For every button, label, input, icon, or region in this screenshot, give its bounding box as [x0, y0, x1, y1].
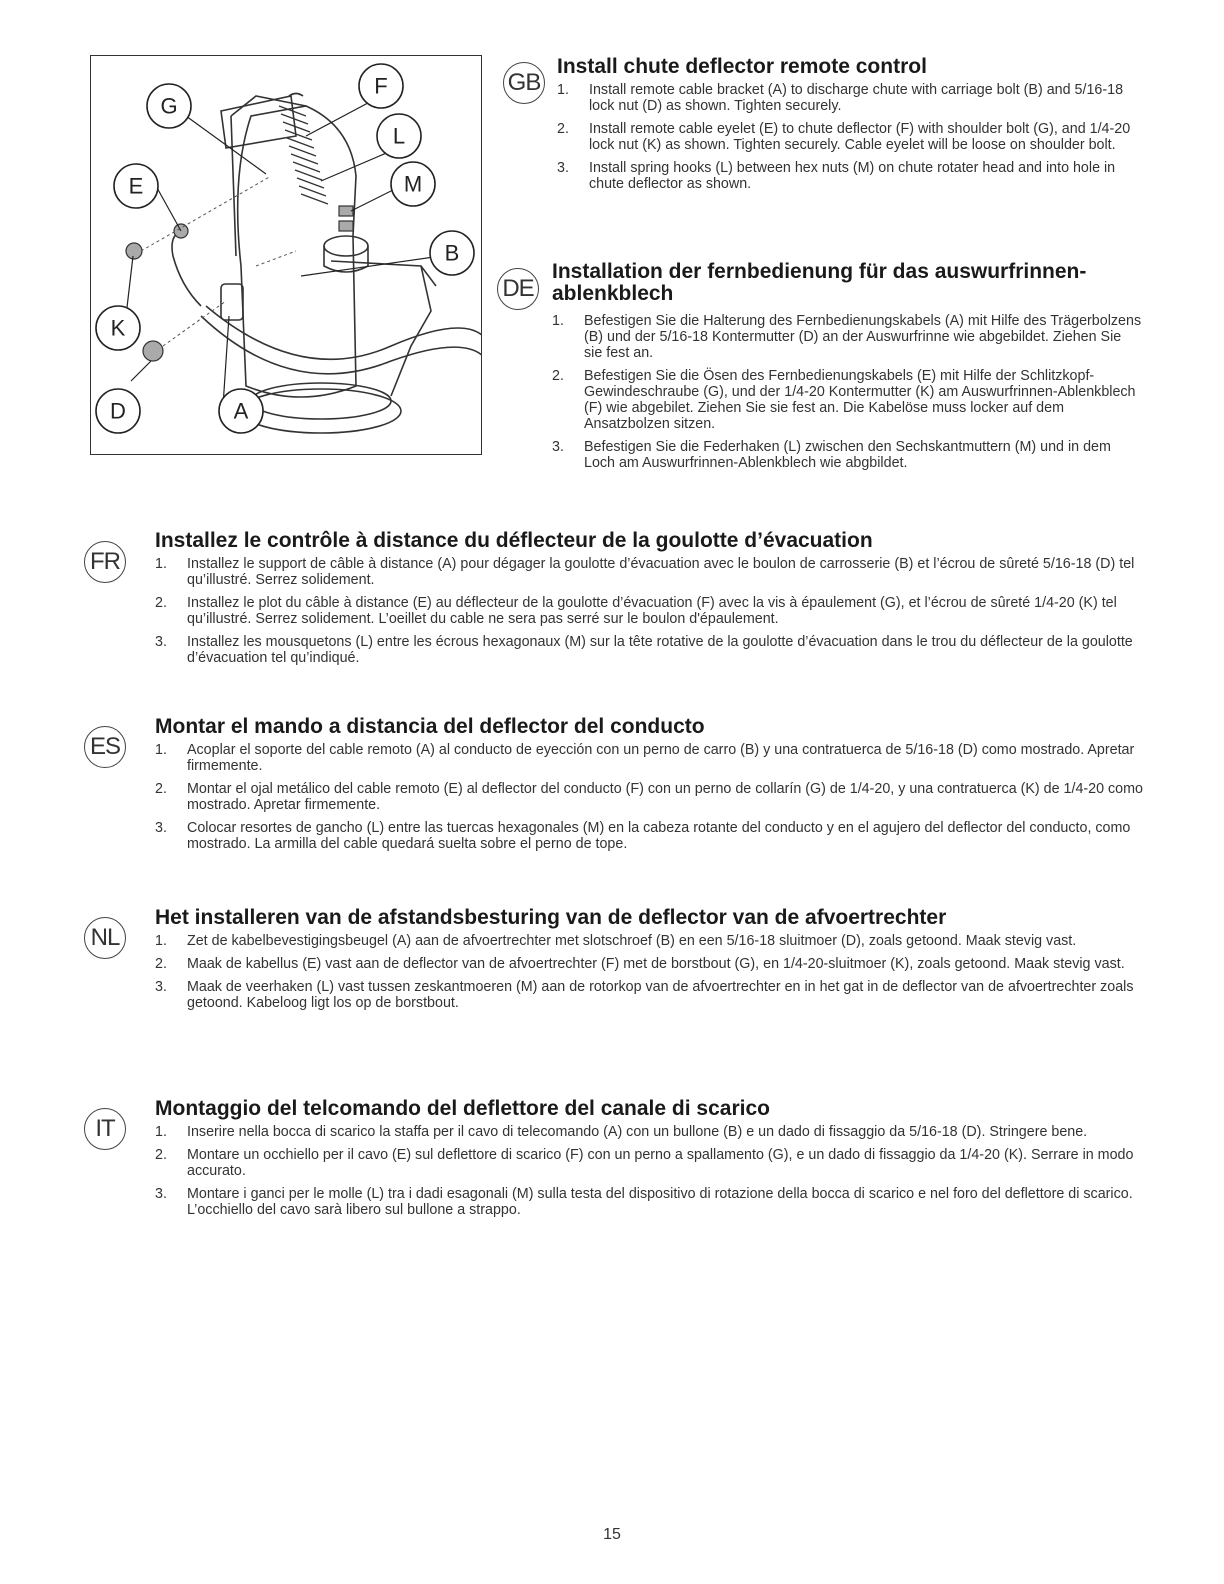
list-item: 3. Maak de veerhaken (L) vast tussen zeskantmoeren (M) aan de rotorkop van de afvoertrechter en in het gat in de deflector van de afvoertrechter zoals getoond. Kabeloog ligt los op de borstbout. — [155, 979, 1134, 1011]
list-item: 3. Installez les mousquetons (L) entre les écrous hexagonaux (M) sur la tête rotative de la goulotte d’évacuation dans le trou du déflecteur de la goulotte d’évacuation tel qu’indiqué. — [155, 634, 1133, 666]
list-item: 3. Colocar resortes de gancho (L) entre las tuercas hexagonales (M) en la cabeza rotante del conducto y en el agujero del deflector del conducto, como mostrado. La armilla del cable quedará suelta sobre el perno de tope. — [155, 820, 1131, 852]
callout-b: B — [444, 240, 460, 266]
callout-f: F — [374, 73, 388, 99]
section-title: Installation der fernbedienung für das auswurfrinnen-ablenkblech — [552, 260, 1087, 305]
section-gb — [557, 56, 1142, 199]
section-title: Het installeren van de afstandsbesturing van de deflector van de afvoertrechter — [155, 906, 947, 929]
language-badge-gb: GB — [503, 62, 545, 104]
language-badge-es: ES — [84, 726, 126, 768]
section-nl — [155, 907, 1143, 1018]
list-item: 1. Inserire nella bocca di scarico la staffa per il cavo di telecomando (A) con un bullone (B) e un dado di fissaggio da 5/16-18 (D). Stringere bene. — [155, 1124, 1088, 1140]
list-item: 2. Befestigen Sie die Ösen des Fernbedienungskabels (E) mit Hilfe der Schlitzkopf-Gewindeschraube (G), und der 1/4-20 Kontermutter (K) am Auswurfrinnen-Ablenkblech (F) wie abgebilet. Ziehen Sie sie fest an. Die Kabelöse muss locker auf dem Ansatzbolzen sitzen. — [552, 368, 1136, 432]
section-es — [155, 716, 1143, 859]
callout-m: M — [403, 171, 423, 197]
list-item: 2. Montare un occhiello per il cavo (E) sul deflettore di scarico (F) con un perno a spallamento (G), e un dado di fissaggio da 1/4-20 (K). Serrare in modo accurato. — [155, 1147, 1134, 1179]
list-item: 3. Install spring hooks (L) between hex nuts (M) on chute rotater head and into hole in chute deflector as shown. — [557, 160, 1116, 192]
callout-e: E — [128, 173, 144, 199]
language-badge-it: IT — [84, 1108, 126, 1150]
language-badge-fr: FR — [84, 541, 126, 583]
section-de — [552, 261, 1142, 478]
language-badge-de: DE — [497, 268, 539, 310]
section-fr — [155, 530, 1143, 673]
chute-illustration — [91, 56, 482, 455]
section-title: Montaggio del telcomando del deflettore del canale di scarico — [155, 1097, 770, 1120]
section-title: Montar el mando a distancia del deflector del conducto — [155, 715, 705, 738]
list-item: 1. Zet de kabelbevestigingsbeugel (A) aan de afvoertrechter met slotschroef (B) en een 5/16-18 sluitmoer (D), zoals getoond. Maak stevig vast. — [155, 933, 1077, 949]
callout-l: L — [392, 123, 406, 149]
list-item: 1. Befestigen Sie die Halterung des Fernbedienungskabels (A) mit Hilfe des Trägerbolzens (B) und der 5/16-18 Kontermutter (D) an der Auswurfrinne wie abgebildet. Ziehen Sie sie fest an. — [552, 313, 1142, 361]
section-title: Install chute deflector remote control — [557, 55, 927, 78]
callout-d: D — [110, 398, 126, 424]
callout-k: K — [110, 315, 126, 341]
page-number: 15 — [603, 1526, 621, 1543]
section-it — [155, 1098, 1143, 1225]
language-badge-nl: NL — [84, 917, 126, 959]
assembly-diagram — [90, 55, 482, 455]
section-title: Installez le contrôle à distance du déflecteur de la goulotte d’évacuation — [155, 529, 873, 552]
list-item: 2. Montar el ojal metálico del cable remoto (E) al deflector del conducto (F) con un perno de collarín (G) de 1/4-20, y una contratuerca (K) de 1/4-20 como mostrado. Apretar firmemente. — [155, 781, 1143, 813]
list-item: 2. Installez le plot du câble à distance (E) au déflecteur de la goulotte d’évacuation (F) avec la vis à épaulement (G), et l’écrou de sûreté 1/4-20 (K) tel qu’illustré. Serrez solidement. L’oeillet du cable ne sera pas serré sur le boulon d'épaulement. — [155, 595, 1117, 627]
callout-g: G — [160, 93, 178, 119]
list-item: 1. Acoplar el soporte del cable remoto (A) al conducto de eyección con un perno de carro (B) y una contratuerca de 5/16-18 (D) como mostrado. Apretar firmemente. — [155, 742, 1135, 774]
list-item: 3. Befestigen Sie die Federhaken (L) zwischen den Sechskantmuttern (M) und in dem Loch am Auswurfrinnen-Ablenkblech wie abgbildet. — [552, 439, 1111, 471]
list-item: 1. Installez le support de câble à distance (A) pour dégager la goulotte d’évacuation avec le boulon de carrosserie (B) et l’écrou de sûreté 5/16-18 (D) tel qu’illustré. Serrez solidement. — [155, 556, 1135, 588]
list-item: 3. Montare i ganci per le molle (L) tra i dadi esagonali (M) sulla testa del dispositivo di rotazione della bocca di scarico e nel foro del deflettore di scarico. L’occhiello del cavo sarà libero sul bullone a strappo. — [155, 1186, 1133, 1218]
list-item: 2. Maak de kabellus (E) vast aan de deflector van de afvoertrechter (F) met de borstbout (G), en 1/4-20-sluitmoer (K), zoals getoond. Maak stevig vast. — [155, 956, 1125, 972]
list-item: 2. Install remote cable eyelet (E) to chute deflector (F) with shoulder bolt (G), and 1/4-20 lock nut (K) as shown. Tighten securely. Cable eyelet will be loose on shoulder bolt. — [557, 121, 1131, 153]
list-item: 1. Install remote cable bracket (A) to discharge chute with carriage bolt (B) and 5/16-18 lock nut (D) as shown. Tighten securely. — [557, 82, 1124, 114]
callout-a: A — [233, 398, 249, 424]
